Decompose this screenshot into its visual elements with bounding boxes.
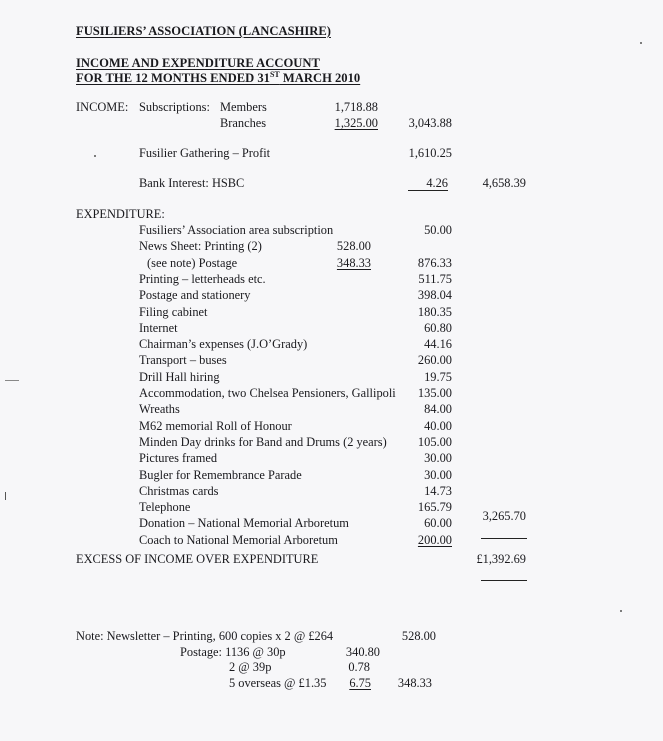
expenditure-item-amount: 40.00 [424, 419, 452, 433]
expenditure-item-label: News Sheet: Printing (2) [139, 239, 262, 253]
note-postage-value: 340.80 [345, 645, 380, 659]
bank-interest-label: Bank Interest: HSBC [139, 176, 245, 190]
expenditure-item-amount: 165.79 [417, 500, 452, 514]
expenditure-item-label: Coach to National Memorial Arboretum [139, 533, 338, 547]
report-title-line-2: FOR THE 12 MONTHS ENDED 31ST MARCH 2010 [76, 70, 361, 85]
expenditure-item-amount: 511.75 [418, 272, 452, 286]
expenditure-item-amount: 105.00 [417, 435, 452, 449]
scan-speck [640, 42, 642, 44]
expenditure-item-subamount: 348.33 [336, 256, 371, 270]
gathering-value: 1,610.25 [408, 146, 452, 160]
expenditure-item-amount: 60.80 [424, 321, 452, 335]
expenditure-item-amount: 260.00 [417, 353, 452, 367]
expenditure-item-label: Chairman’s expenses (J.O’Grady) [139, 337, 308, 351]
excess-label: EXCESS OF INCOME OVER EXPENDITURE [76, 552, 319, 566]
total-rule-lower [481, 580, 527, 581]
expenditure-item-amount: 84.00 [424, 402, 452, 416]
note-postage-label: Postage: 1136 @ 30p [180, 645, 286, 659]
expenditure-item-label: Drill Hall hiring [139, 370, 220, 384]
note-line-4: 5 overseas @ £1.35 [229, 676, 327, 690]
scan-speck [94, 155, 96, 157]
expenditure-item-label: Internet [139, 321, 178, 335]
excess-value: £1,392.69 [476, 552, 526, 566]
expenditure-item-label: M62 memorial Roll of Honour [139, 419, 292, 433]
expenditure-item-label: Pictures framed [139, 451, 218, 465]
expenditure-heading: EXPENDITURE: [76, 207, 165, 221]
note-line-1: Note: Newsletter – Printing, 600 copies x 2 @ £264 [76, 629, 334, 643]
expenditure-item-amount: 19.75 [424, 370, 452, 384]
expenditure-item-amount: 44.16 [424, 337, 452, 351]
expenditure-item-amount: 876.33 [417, 256, 452, 270]
scan-speck [5, 380, 19, 381]
bank-interest-value: 4.26 [426, 176, 448, 190]
expenditure-item-label: Christmas cards [139, 484, 219, 498]
report-title-line-1: INCOME AND EXPENDITURE ACCOUNT [76, 56, 320, 70]
expenditure-item-label: Donation – National Memorial Arboretum [139, 516, 349, 530]
expenditure-item-label: Telephone [139, 500, 191, 514]
expenditure-item-label: Accommodation, two Chelsea Pensioners, Gallipoli [139, 386, 396, 400]
expenditure-item-amount: 180.35 [417, 305, 452, 319]
income-heading: INCOME: [76, 100, 129, 114]
expenditure-item-amount: 30.00 [424, 468, 452, 482]
members-label: Members [220, 100, 267, 114]
note-line-3: 2 @ 39p [229, 660, 272, 674]
expenditure-item-amount: 14.73 [424, 484, 452, 498]
income-total: 4,658.39 [482, 176, 526, 190]
total-rule-upper [481, 538, 527, 539]
expenditure-item-amount: 50.00 [424, 223, 452, 237]
expenditure-item-label: (see note) Postage [147, 256, 238, 270]
expenditure-item-label: Printing – letterheads etc. [139, 272, 266, 286]
note-line-3-value: 0.78 [348, 660, 370, 674]
expenditure-item-amount: 398.04 [417, 288, 452, 302]
expenditure-item-label: Wreaths [139, 402, 180, 416]
branches-value: 1,325.00 [334, 116, 378, 130]
expenditure-item-label: Minden Day drinks for Band and Drums (2 years) [139, 435, 387, 449]
expenditure-item-amount: 60.00 [424, 516, 452, 530]
note-printing-value: 528.00 [401, 629, 436, 643]
subscriptions-label: Subscriptions: [139, 100, 210, 114]
gathering-label: Fusilier Gathering – Profit [139, 146, 271, 160]
branches-label: Branches [220, 116, 267, 130]
expenditure-item-amount: 135.00 [417, 386, 452, 400]
organisation-title: FUSILIERS’ ASSOCIATION (LANCASHIRE) [76, 24, 331, 38]
note-line-4-value: 6.75 [349, 676, 371, 690]
expenditure-item-label: Filing cabinet [139, 305, 208, 319]
subscriptions-total: 3,043.88 [408, 116, 452, 130]
note-postage-total: 348.33 [397, 676, 432, 690]
scan-speck [5, 492, 6, 500]
expenditure-item-label: Postage and stationery [139, 288, 251, 302]
expenditure-item-amount: 30.00 [424, 451, 452, 465]
expenditure-item-label: Bugler for Remembrance Parade [139, 468, 302, 482]
expenditure-item-label: Transport – buses [139, 353, 227, 367]
expenditure-item-label: Fusiliers’ Association area subscription [139, 223, 334, 237]
expenditure-item-amount: 200.00 [417, 533, 452, 547]
members-value: 1,718.88 [334, 100, 378, 114]
interest-underline [408, 190, 448, 191]
expenditure-total: 3,265.70 [482, 509, 526, 523]
expenditure-item-subamount: 528.00 [336, 239, 371, 253]
scan-speck [620, 610, 622, 612]
